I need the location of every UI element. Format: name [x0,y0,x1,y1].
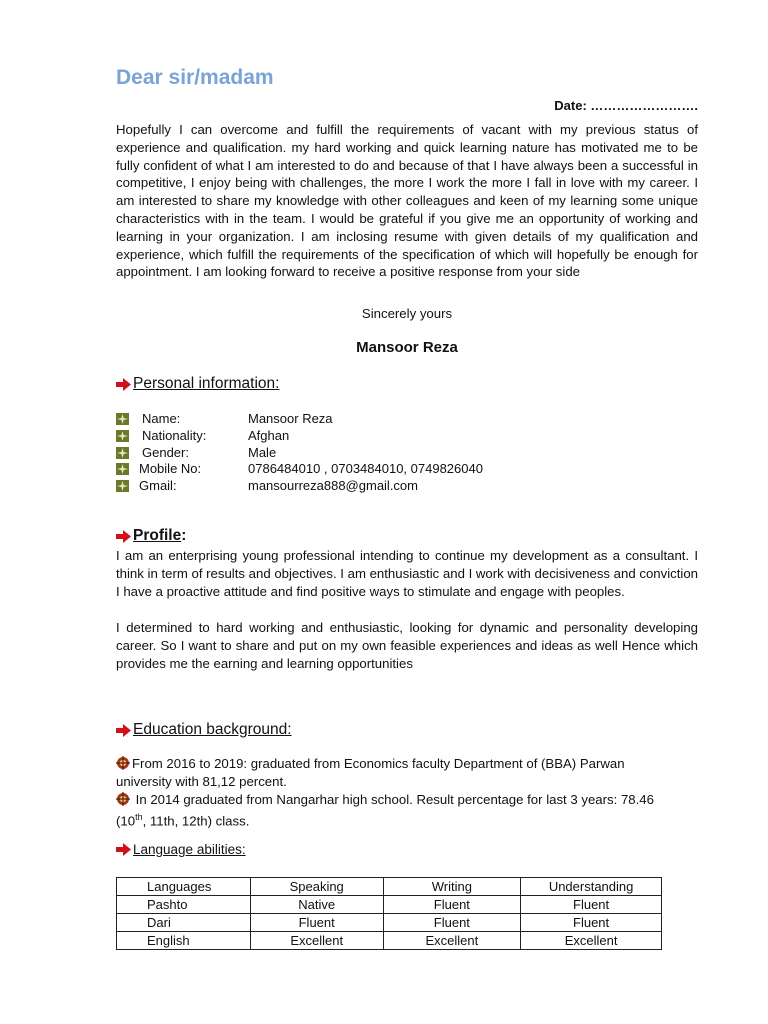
salutation-heading: Dear sir/madam [116,66,274,89]
square-bullet-icon [116,447,129,459]
info-value: Mansoor Reza [248,411,333,426]
table-cell: Native [250,896,383,914]
table-cell: Fluent [383,896,521,914]
education-item [116,791,676,830]
info-value: 0786484010 , 0703484010, 0749826040 [248,461,483,476]
info-row-name [116,410,676,427]
info-row-gender [116,444,676,461]
info-value: mansourreza888@gmail.com [248,478,418,493]
table-cell: Excellent [250,932,383,950]
arrow-right-icon [116,378,131,391]
superscript-th: th [135,811,143,822]
info-label: Nationality: [142,428,207,443]
table-cell: Fluent [383,914,521,932]
table-cell: English [117,932,251,950]
date-line: Date: ……………………. [554,98,698,113]
info-row-nationality [116,427,676,444]
table-cell: Fluent [521,914,662,932]
table-cell: Excellent [383,932,521,950]
square-bullet-icon [116,463,129,475]
info-value: Male [248,445,277,460]
profile-heading-colon: : [181,527,187,544]
table-header-cell: Writing [383,878,521,896]
arrow-right-icon [116,530,131,543]
profile-heading-text: Profile [133,527,182,544]
intro-paragraph: Hopefully I can overcome and fulfill the requirements of vacant with my previous status of experience and qualification. my hard working and quick learning nature has motivated me to be fully confident of what I am interested to do and because of that I have always been a successful in competitive, I enjoy being with challenges, the more I work the more I fall in love with my career. I am interested to share my knowledge with other colleagues and keen of my learning some unique characteristics with in the team. I would be grateful if you give me an opportunity of working and learning in your organization. I am inclosing resume with given details of my qualification and experience, which fulfill the requirements of the specification of which will hopefully be enough for appointment. I am looking forward to receive a positive response from your side [116,122,698,280]
square-bullet-icon [116,413,129,425]
gear-bullet-icon [116,756,130,770]
table-row [117,896,662,914]
education-item-text: In 2014 graduated from Nangarhar high school. Result percentage for last 3 years: 78.46 (10 [116,792,654,829]
info-row-gmail [116,477,676,494]
profile-paragraph-1: I am an enterprising young professional intending to continue my development as a consultant. I think in term of results and objectives. I am enthusiastic and I work with decisiveness and conviction I have a proactive attitude and find positive ways to stimulate and engage with peoples. [116,548,698,599]
gear-bullet-icon [116,792,130,806]
arrow-right-icon [116,724,131,737]
profile-paragraph-2: I determined to hard working and enthusiastic, looking for dynamic and personality developing career. So I want to share and put on my own feasible experiences and ideas as well Hence which provides me the earning and learning opportunities [116,620,698,671]
closing-text: Sincerely yours [361,306,453,321]
education-item [116,755,676,791]
arrow-right-icon [116,843,131,856]
language-heading-text: Language abilities: [133,842,246,857]
profile-heading [116,527,186,545]
language-heading [116,842,246,857]
info-label: Gmail: [139,478,177,493]
education-heading-text: Education background: [133,721,292,738]
table-cell: Excellent [521,932,662,950]
info-value: Afghan [248,428,290,443]
personal-info-heading-text: Personal information: [133,375,280,392]
education-item-text: From 2016 to 2019: graduated from Economics faculty Department of (BBA) Parwan university with 81,12 percent. [116,756,625,789]
info-label: Mobile No: [139,461,202,476]
personal-info-heading [116,375,279,393]
info-row-mobile [116,460,676,477]
table-row [117,932,662,950]
table-cell: Fluent [521,896,662,914]
education-heading [116,721,292,739]
info-label: Name: [142,411,181,426]
table-cell: Dari [117,914,251,932]
table-cell: Pashto [117,896,251,914]
table-header-cell: Understanding [521,878,662,896]
table-cell: Fluent [250,914,383,932]
table-header-cell: Languages [117,878,251,896]
table-row [117,914,662,932]
square-bullet-icon [116,480,129,492]
language-table [116,877,662,950]
education-item-text-end: , 11th, 12th) class. [142,813,250,829]
table-header-cell: Speaking [250,878,383,896]
info-label: Gender: [142,445,189,460]
square-bullet-icon [116,430,129,442]
signature-name: Mansoor Reza [356,339,458,356]
table-header-row [117,878,662,896]
